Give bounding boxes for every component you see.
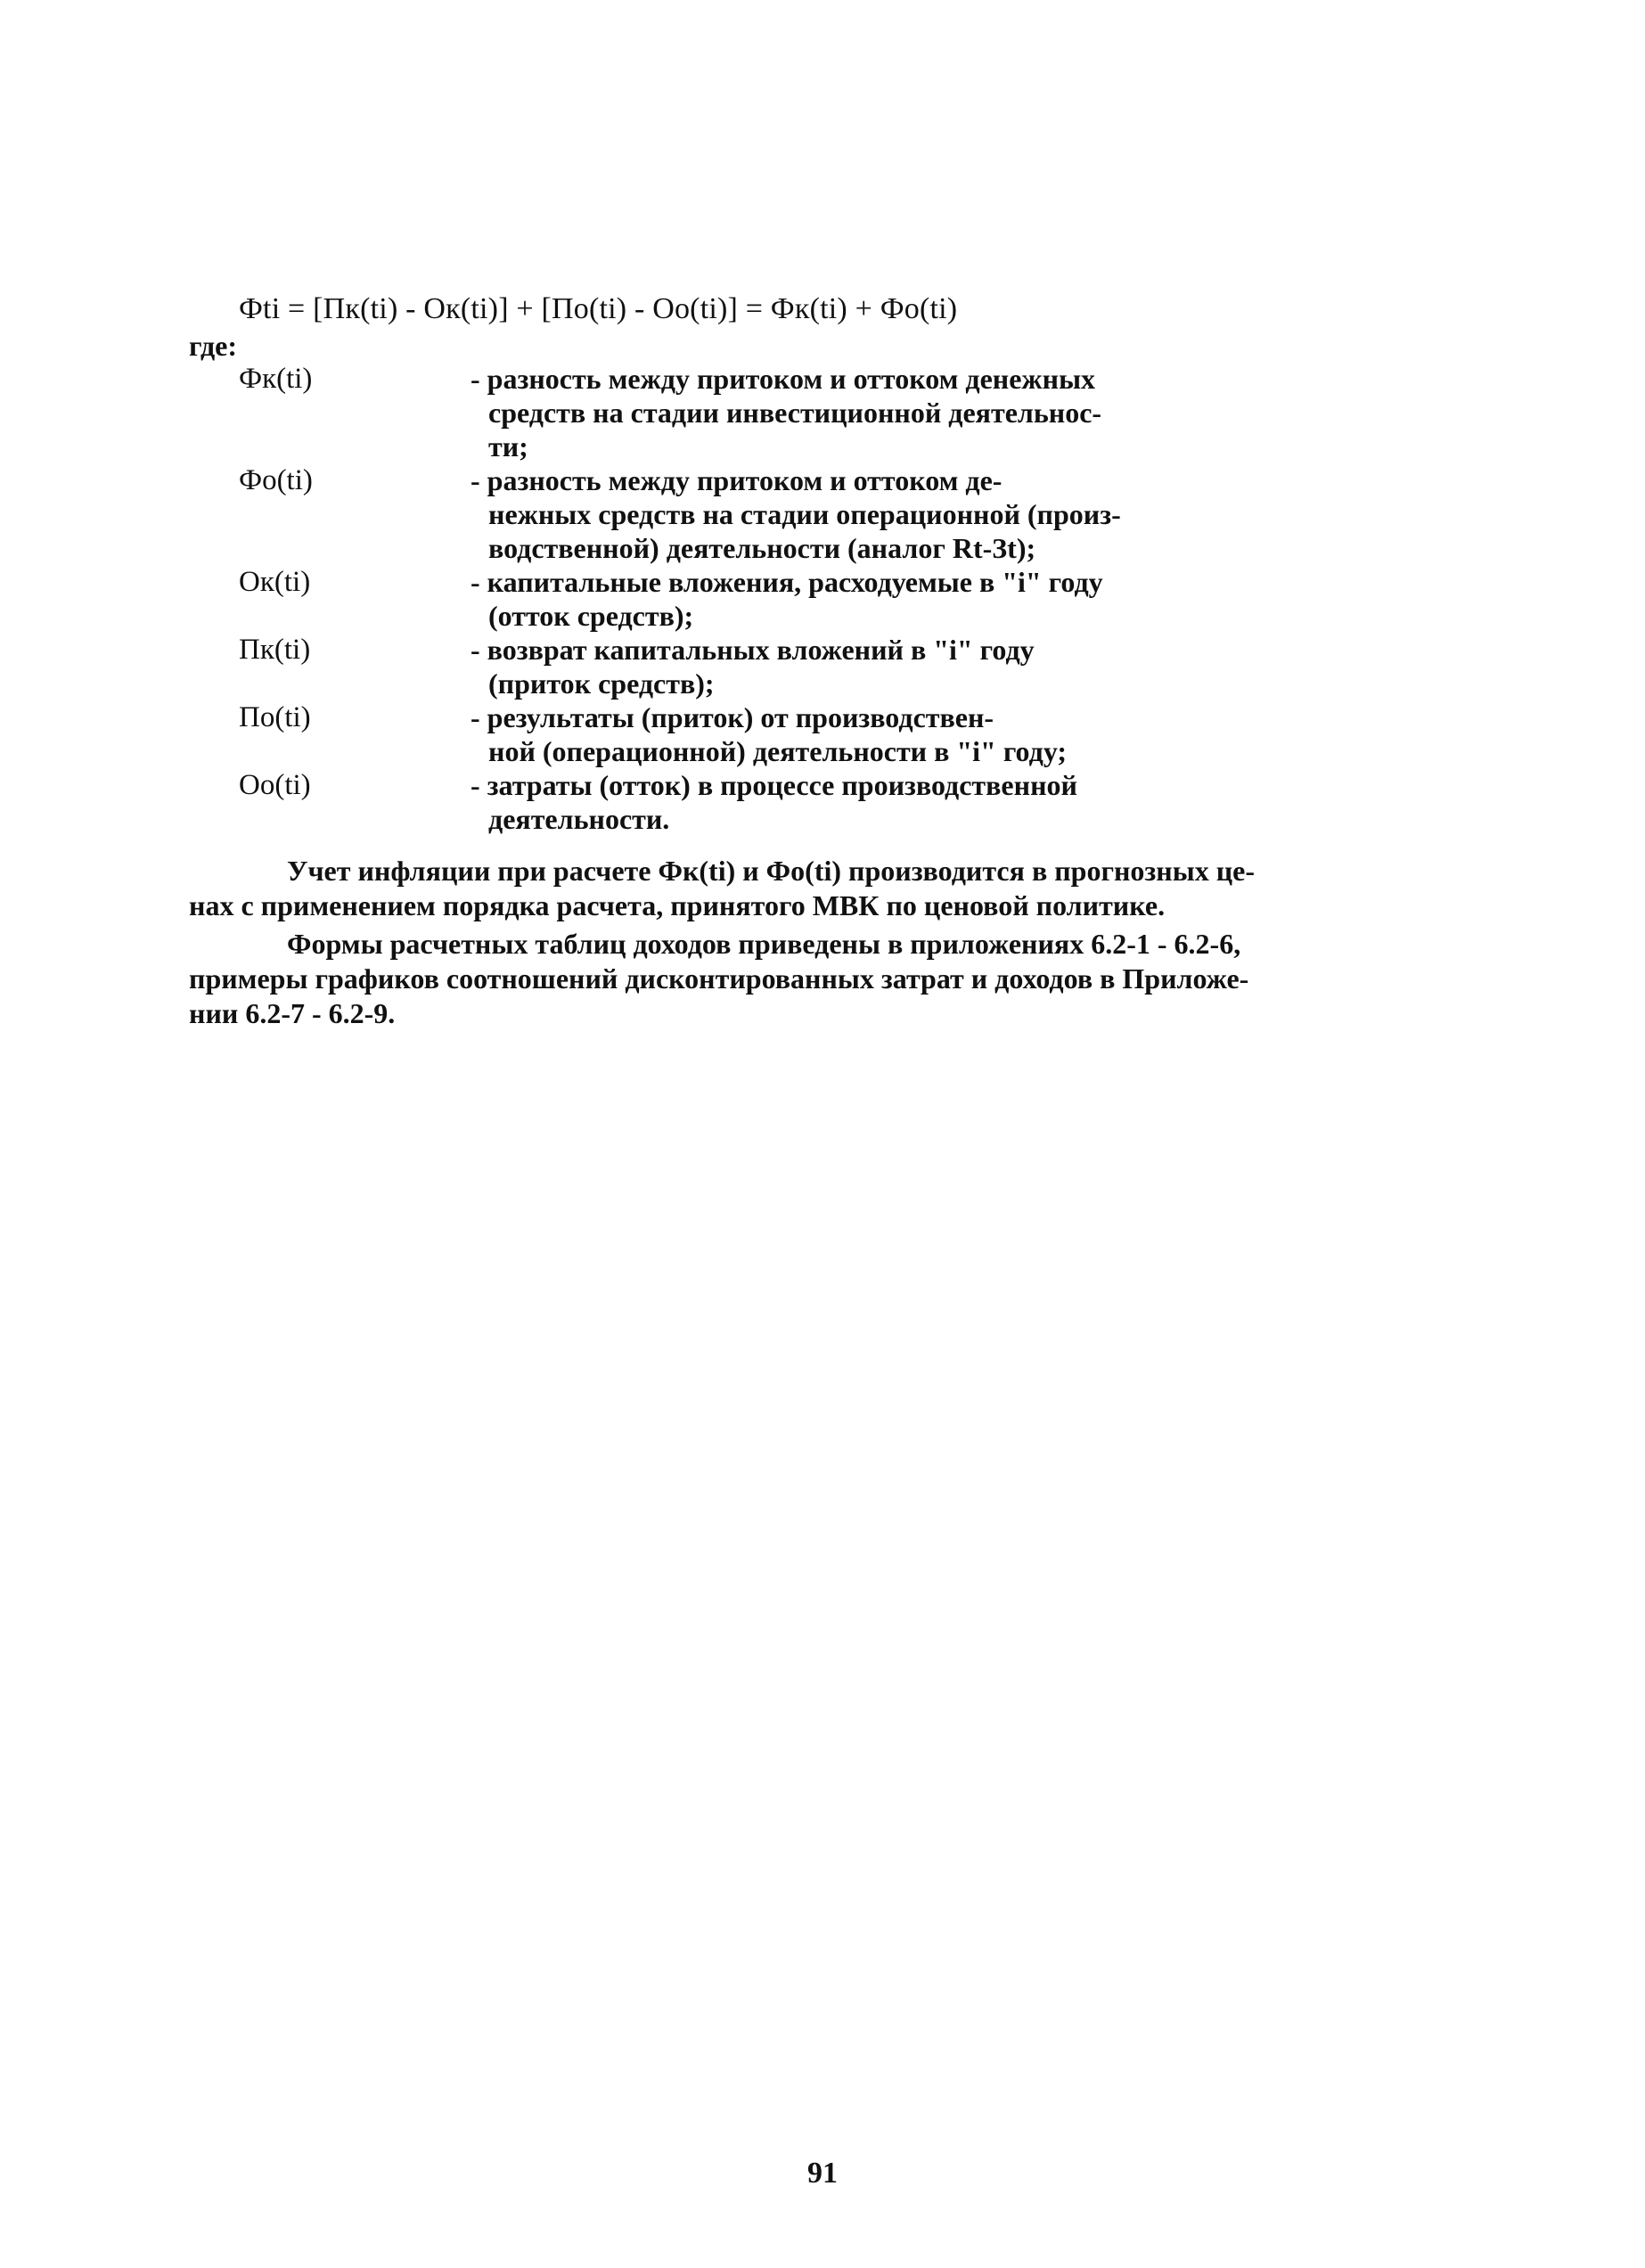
page-number: 91 bbox=[807, 2157, 838, 2190]
where-label: где: bbox=[189, 330, 237, 362]
definition-description bbox=[471, 700, 1166, 768]
definition-line: (отток средств); bbox=[488, 600, 694, 632]
definition-line: - результаты (приток) от производствен- bbox=[471, 701, 994, 733]
cash-flow-formula: Фti = [Пк(ti) - Ок(ti)] + [По(ti) - Оо(ti)] = Фк(ti) + Фо(ti) bbox=[239, 292, 958, 325]
definitions-list bbox=[239, 362, 1219, 836]
definition-description bbox=[471, 565, 1166, 633]
definition-item bbox=[239, 565, 1219, 633]
definition-term: Оо(ti) bbox=[239, 769, 311, 801]
paragraph-line: Формы расчетных таблиц доходов приведены в приложениях 6.2-1 - 6.2-6, bbox=[287, 928, 1241, 960]
paragraph-line: нах с применением порядка расчета, принятого МВК по ценовой политике. bbox=[189, 889, 1166, 921]
definition-term: Фо(ti) bbox=[239, 464, 313, 496]
definition-term: По(ti) bbox=[239, 701, 311, 733]
definition-description bbox=[471, 633, 1166, 700]
definition-item bbox=[239, 768, 1219, 836]
definition-item bbox=[239, 463, 1219, 565]
definition-description bbox=[471, 768, 1166, 836]
definition-description bbox=[471, 362, 1166, 463]
definition-line: ной (операционной) деятельности в "i" году; bbox=[488, 735, 1068, 767]
definition-item bbox=[239, 362, 1219, 463]
definition-line: средств на стадии инвестиционной деятельнос- bbox=[488, 397, 1102, 429]
definition-line: - капитальные вложения, расходуемые в "i" году bbox=[471, 566, 1103, 598]
definition-item bbox=[239, 700, 1219, 768]
paragraph-inflation bbox=[189, 854, 1383, 923]
definition-line: - разность между притоком и оттоком денежных bbox=[471, 363, 1096, 395]
definition-item bbox=[239, 633, 1219, 700]
paragraph-line: Учет инфляции при расчете Фк(ti) и Фо(ti) производится в прогнозных це- bbox=[287, 855, 1255, 887]
definition-line: - разность между притоком и оттоком де- bbox=[471, 464, 1003, 496]
definition-line: - возврат капитальных вложений в "i" году bbox=[471, 634, 1035, 666]
definition-line: (приток средств); bbox=[488, 667, 715, 700]
definition-line: деятельности. bbox=[488, 803, 670, 835]
definition-term: Ок(ti) bbox=[239, 566, 311, 598]
definition-description bbox=[471, 463, 1166, 565]
definition-line: ти; bbox=[488, 430, 528, 463]
paragraph-line: нии 6.2-7 - 6.2-9. bbox=[189, 997, 396, 1029]
definition-term: Пк(ti) bbox=[239, 634, 311, 666]
paragraph-forms bbox=[189, 927, 1383, 1031]
definition-line: нежных средств на стадии операционной (произ- bbox=[488, 498, 1121, 530]
definition-line: - затраты (отток) в процессе производственной bbox=[471, 769, 1077, 801]
definition-line: водственной) деятельности (аналог Rt-Зt); bbox=[488, 532, 1036, 564]
paragraph-line: примеры графиков соотношений дисконтированных затрат и доходов в Приложе- bbox=[189, 962, 1249, 995]
definition-term: Фк(ti) bbox=[239, 363, 313, 395]
